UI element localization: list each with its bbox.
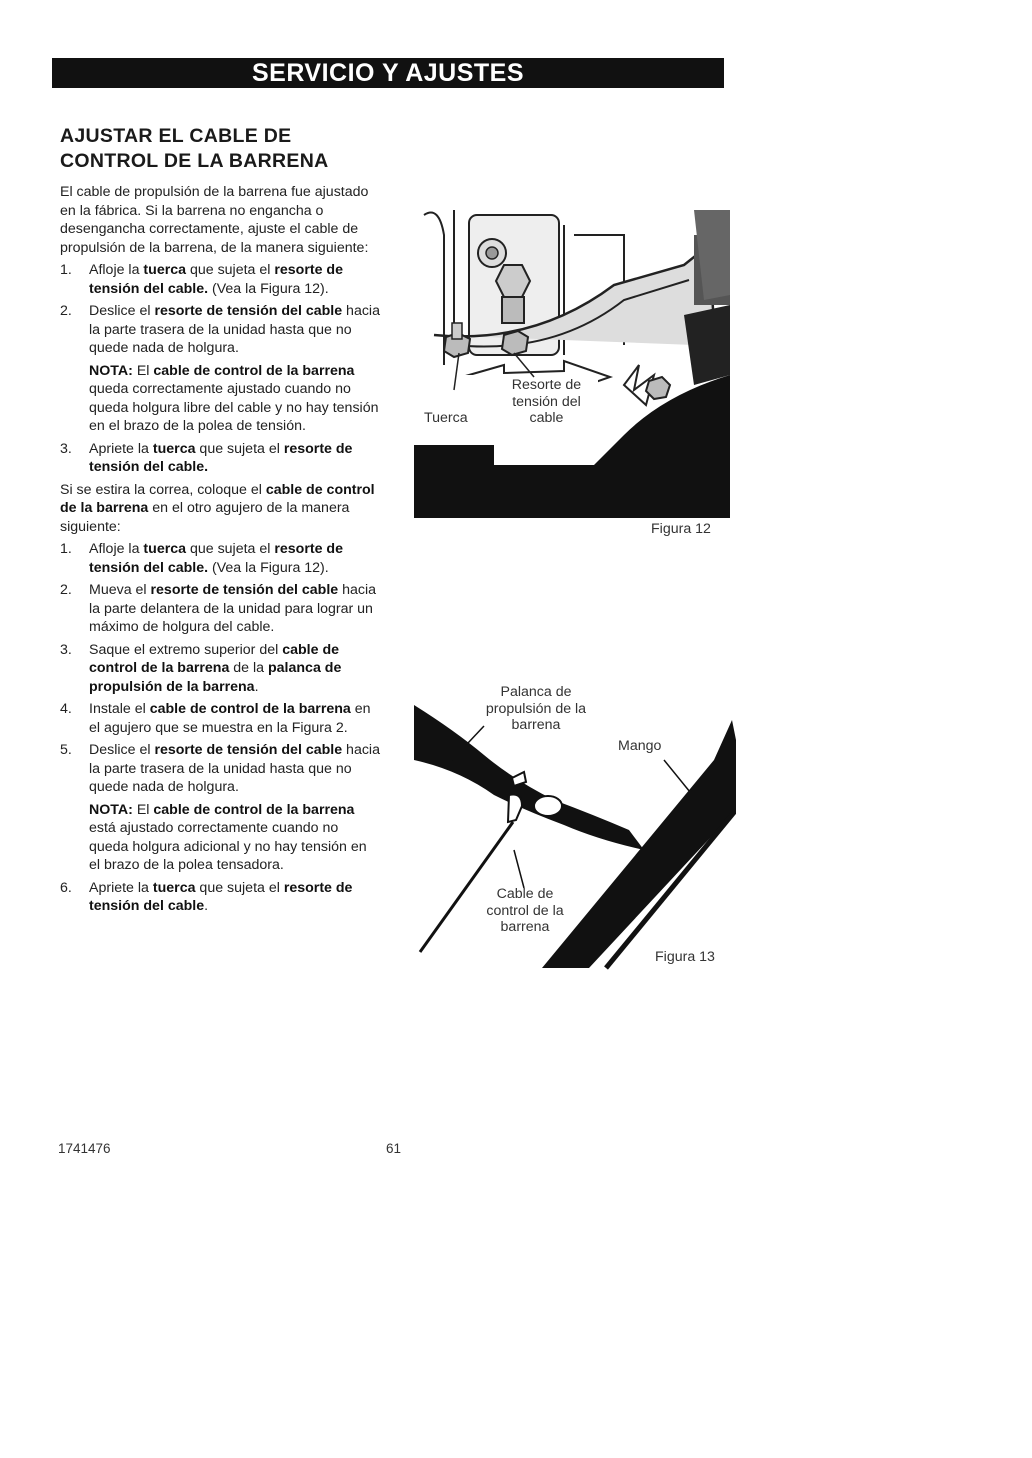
para-bold: cable de control de la barrena xyxy=(60,481,375,516)
step-number: 2. xyxy=(60,303,72,319)
step-text: Apriete la xyxy=(89,440,153,457)
step-text: en el agujero que se muestra en la Figura 2. xyxy=(89,701,371,736)
step-text: Instale el xyxy=(89,701,150,717)
note-bold: cable de control de la barrena xyxy=(153,801,355,818)
step-item xyxy=(60,741,380,875)
step-text: Saque el extremo superior del xyxy=(89,641,283,658)
figure-13-lever-label: Palanca de propulsión de la barrena xyxy=(485,684,587,733)
note-text: El xyxy=(132,362,154,379)
step-number: 3. xyxy=(60,440,72,457)
steps-list-a xyxy=(60,261,380,477)
steps-list-b xyxy=(60,540,380,916)
note-label: NOTA: xyxy=(89,362,133,379)
figure-13-illustration xyxy=(414,700,736,970)
middle-paragraph xyxy=(60,481,380,537)
step-item xyxy=(60,581,380,637)
note-text: El xyxy=(132,801,154,818)
note-text: queda correctamente ajustado cuando no queda holgura libre del cable y no hay tensión en el brazo de la polea de tensión. xyxy=(89,381,379,434)
figure-12-drawing xyxy=(414,205,730,518)
step-text: hacia la parte trasera de la unidad hasta que no quede nada de holgura. xyxy=(89,742,380,795)
instructions-column xyxy=(60,183,380,920)
step-bold: resorte de tensión del cable. xyxy=(89,541,343,576)
figure-12-nut-label: Tuerca xyxy=(424,410,468,426)
step-bold: resorte de tensión del cable xyxy=(154,303,343,319)
step-item xyxy=(60,540,380,577)
para-text: en el otro agujero de la manera siguiente: xyxy=(60,500,350,535)
figure-12-spring-label: Resorte de tensión del cable xyxy=(511,377,582,426)
section-title-line-2: CONTROL DE LA BARRENA xyxy=(60,150,329,172)
step-bold: tuerca xyxy=(143,262,187,278)
step-text: de la xyxy=(229,660,268,676)
step-text: que sujeta el xyxy=(186,262,275,278)
step-number: 2. xyxy=(60,582,72,598)
step-text: Mueva el xyxy=(89,582,151,598)
step-bold: resorte de tensión del cable xyxy=(154,742,343,758)
step-text: Deslice el xyxy=(89,742,155,758)
step-item xyxy=(60,440,380,477)
step-text: Deslice el xyxy=(89,303,155,319)
step-text: . xyxy=(254,678,259,695)
step-text: que sujeta el xyxy=(195,879,284,896)
section-title xyxy=(60,124,390,174)
section-title-line-1: AJUSTAR EL CABLE DE xyxy=(60,125,292,147)
para-text: Si se estira la correa, coloque el xyxy=(60,481,266,498)
figure-13-drawing xyxy=(414,700,736,970)
intro-paragraph: El cable de propulsión de la barrena fue ajustado en la fábrica. Si la barrena no engancha o desengancha correctamente, ajuste el cable de propulsión de la barrena, de la manera siguiente: xyxy=(60,184,369,256)
step-bold: tuerca xyxy=(152,879,196,896)
note-bold: cable de control de la barrena xyxy=(153,362,355,379)
step-item xyxy=(60,879,380,916)
step-bold: resorte de tensión del cable xyxy=(150,582,339,598)
step-bold: cable de control de la barrena xyxy=(89,641,339,676)
document-number: 1741476 xyxy=(58,1141,111,1156)
note-label: NOTA: xyxy=(89,801,133,818)
step-text: que sujeta el xyxy=(195,440,284,457)
step-bold: resorte de tensión del cable. xyxy=(89,440,353,475)
figure-12-caption: Figura 12 xyxy=(651,521,711,537)
step-bold: cable de control de la barrena xyxy=(149,701,351,717)
step-text: que sujeta el xyxy=(186,541,275,557)
step-text: hacia la parte trasera de la unidad hasta que no quede nada de holgura. xyxy=(89,303,380,356)
page-number: 61 xyxy=(386,1141,402,1156)
step-number: 5. xyxy=(60,742,72,758)
step-text: hacia la parte delantera de la unidad para lograr un máximo de holgura del cable. xyxy=(89,582,377,635)
section-banner: SERVICIO Y AJUSTES xyxy=(52,58,724,88)
step-number: 1. xyxy=(60,262,72,278)
note xyxy=(89,801,380,875)
step-text: Afloje la xyxy=(89,262,144,278)
step-bold: resorte de tensión del cable. xyxy=(89,262,343,297)
step-text: Apriete la xyxy=(89,879,153,896)
step-item xyxy=(60,700,380,737)
step-bold: tuerca xyxy=(143,541,187,557)
step-item xyxy=(60,302,380,436)
step-item xyxy=(60,641,380,697)
step-text: . xyxy=(204,898,209,914)
figure-13-handle-label: Mango xyxy=(618,738,662,754)
note-text: está ajustado correctamente cuando no queda holgura adicional y no hay tensión en el brazo de la polea tensadora. xyxy=(89,820,367,873)
step-bold: tuerca xyxy=(152,440,196,457)
step-number: 4. xyxy=(60,701,72,717)
step-bold: palanca de propulsión de la barrena xyxy=(89,660,342,695)
figure-13-caption: Figura 13 xyxy=(655,949,715,965)
step-text: (Vea la Figura 12). xyxy=(208,559,329,576)
step-text: (Vea la Figura 12). xyxy=(208,280,329,297)
figure-12-illustration xyxy=(414,205,730,518)
figure-13-cable-label: Cable de control de la barrena xyxy=(486,886,564,935)
step-item xyxy=(60,261,380,298)
note xyxy=(89,362,380,436)
step-number: 3. xyxy=(60,641,72,658)
step-number: 6. xyxy=(60,879,72,896)
step-bold: resorte de tensión del cable xyxy=(89,879,353,914)
step-text: Afloje la xyxy=(89,541,144,557)
step-number: 1. xyxy=(60,541,72,557)
